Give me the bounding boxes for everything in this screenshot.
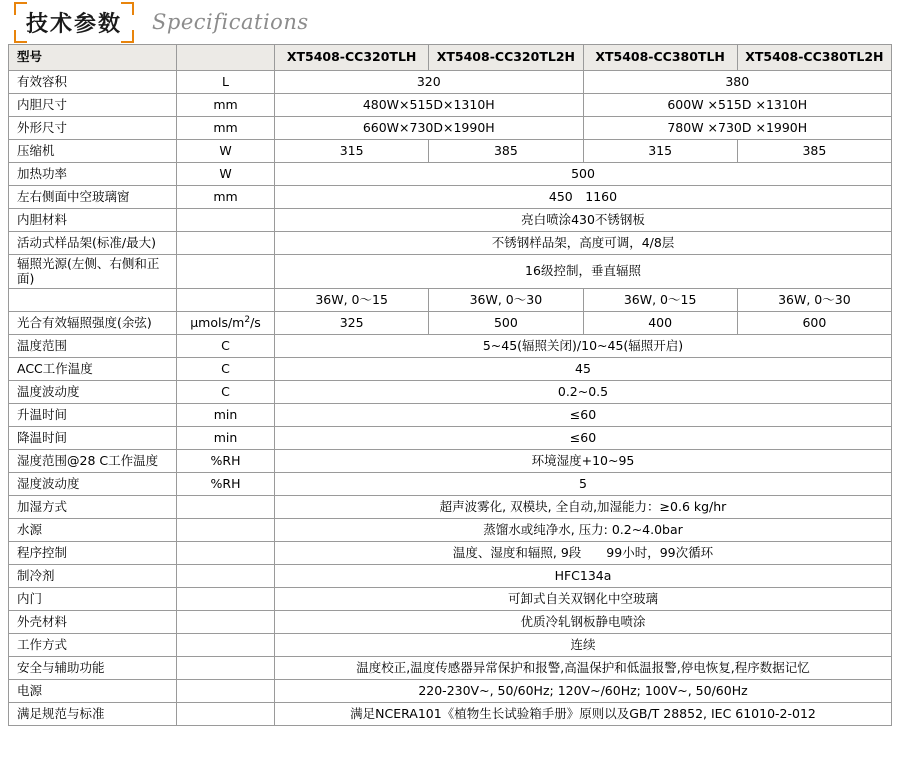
table-row (9, 519, 892, 542)
table-row (9, 312, 892, 335)
row-label: 温度波动度 (9, 381, 177, 404)
table-row (9, 335, 892, 358)
bracket-corner-icon (121, 30, 134, 43)
row-value: 400 (583, 312, 737, 335)
row-label: ACC工作温度 (9, 358, 177, 381)
row-value: 315 (583, 140, 737, 163)
table-row (9, 657, 892, 680)
bracket-corner-icon (121, 2, 134, 15)
row-unit (177, 611, 275, 634)
row-value: 亮白喷涂430不锈钢板 (275, 209, 892, 232)
table-row (9, 381, 892, 404)
table-row (9, 427, 892, 450)
row-unit (177, 588, 275, 611)
row-unit: mm (177, 94, 275, 117)
row-label: 满足规范与标准 (9, 703, 177, 726)
row-value: 36W, 0～30 (429, 289, 583, 312)
row-value: 满足NCERA101《植物生长试验箱手册》原则以及GB/T 28852, IEC 61010-2-012 (275, 703, 892, 726)
row-unit: L (177, 71, 275, 94)
row-label: 水源 (9, 519, 177, 542)
row-label: 压缩机 (9, 140, 177, 163)
row-unit (177, 209, 275, 232)
table-row (9, 71, 892, 94)
row-value: 不锈钢样品架，高度可调，4/8层 (275, 232, 892, 255)
row-label: 左右侧面中空玻璃窗 (9, 186, 177, 209)
column-header-variant: XT5408-CC380TLH (583, 45, 737, 71)
row-label: 程序控制 (9, 542, 177, 565)
row-value: 可卸式自关双钢化中空玻璃 (275, 588, 892, 611)
title-badge (14, 5, 134, 40)
row-unit (177, 634, 275, 657)
row-label: 有效容积 (9, 71, 177, 94)
row-unit (177, 519, 275, 542)
row-unit (177, 565, 275, 588)
page-title-en: Specifications (152, 10, 309, 34)
row-unit (177, 232, 275, 255)
column-header-model: 型号 (9, 45, 177, 71)
row-value: 5~45(辐照关闭)/10~45(辐照开启) (275, 335, 892, 358)
row-value: 320 (275, 71, 584, 94)
bracket-corner-icon (14, 2, 27, 15)
row-unit: C (177, 335, 275, 358)
row-value: 环境湿度+10~95 (275, 450, 892, 473)
row-label: 内胆尺寸 (9, 94, 177, 117)
row-unit: mm (177, 186, 275, 209)
row-value: 36W, 0～15 (275, 289, 429, 312)
row-label: 降温时间 (9, 427, 177, 450)
table-header-row (9, 45, 892, 71)
row-value: 16级控制，垂直辐照 (275, 255, 892, 289)
table-row (9, 588, 892, 611)
row-value: 36W, 0～30 (737, 289, 891, 312)
table-row (9, 186, 892, 209)
row-value: ≤60 (275, 427, 892, 450)
row-unit: mm (177, 117, 275, 140)
row-unit: min (177, 427, 275, 450)
row-value: 连续 (275, 634, 892, 657)
row-label: 湿度范围@28 C工作温度 (9, 450, 177, 473)
row-value: 325 (275, 312, 429, 335)
row-label: 外形尺寸 (9, 117, 177, 140)
row-value: 温度、湿度和辐照, 9段 99小时，99次循环 (275, 542, 892, 565)
table-row (9, 473, 892, 496)
row-value: 500 (429, 312, 583, 335)
column-header-variant: XT5408-CC320TLH (275, 45, 429, 71)
row-unit (177, 680, 275, 703)
table-row (9, 634, 892, 657)
row-label: 工作方式 (9, 634, 177, 657)
page-title-cn: 技术参数 (26, 11, 123, 37)
column-header-variant: XT5408-CC320TL2H (429, 45, 583, 71)
row-unit: %RH (177, 450, 275, 473)
table-row (9, 542, 892, 565)
row-unit (177, 496, 275, 519)
row-label: 安全与辅助功能 (9, 657, 177, 680)
row-label: 温度范围 (9, 335, 177, 358)
table-row (9, 94, 892, 117)
row-value: 660W×730D×1990H (275, 117, 584, 140)
row-label: 电源 (9, 680, 177, 703)
row-unit: min (177, 404, 275, 427)
column-header-variant: XT5408-CC380TL2H (737, 45, 891, 71)
table-row (9, 404, 892, 427)
table-row (9, 611, 892, 634)
row-label: 湿度波动度 (9, 473, 177, 496)
row-unit (177, 289, 275, 312)
table-row (9, 163, 892, 186)
row-unit: W (177, 163, 275, 186)
row-unit (177, 703, 275, 726)
row-label: 外壳材料 (9, 611, 177, 634)
row-value: 450 1160 (275, 186, 892, 209)
row-value: 500 (275, 163, 892, 186)
bracket-corner-icon (14, 30, 27, 43)
row-label: 加湿方式 (9, 496, 177, 519)
row-value: 385 (429, 140, 583, 163)
table-row (9, 232, 892, 255)
row-unit (177, 542, 275, 565)
page-header (0, 0, 900, 44)
row-value: 385 (737, 140, 891, 163)
table-row (9, 117, 892, 140)
table-row (9, 289, 892, 312)
row-label (9, 289, 177, 312)
row-value: 600W ×515D ×1310H (583, 94, 892, 117)
row-value: ≤60 (275, 404, 892, 427)
table-row (9, 680, 892, 703)
row-label: 活动式样品架(标准/最大) (9, 232, 177, 255)
row-value: 45 (275, 358, 892, 381)
row-value: 380 (583, 71, 892, 94)
row-value: 600 (737, 312, 891, 335)
row-label: 光合有效辐照强度(余弦) (9, 312, 177, 335)
row-unit: W (177, 140, 275, 163)
row-unit: C (177, 358, 275, 381)
row-label: 加热功率 (9, 163, 177, 186)
row-value: 315 (275, 140, 429, 163)
row-unit (177, 657, 275, 680)
table-row (9, 140, 892, 163)
row-label: 升温时间 (9, 404, 177, 427)
row-value: 温度校正,温度传感器异常保护和报警,高温保护和低温报警,停电恢复,程序数据记忆 (275, 657, 892, 680)
row-value: 480W×515D×1310H (275, 94, 584, 117)
row-label: 内胆材料 (9, 209, 177, 232)
row-value: 蒸馏水或纯净水, 压力: 0.2~4.0bar (275, 519, 892, 542)
table-row (9, 565, 892, 588)
row-unit: μmols/$m^2/s$ (177, 312, 275, 335)
row-value: 36W, 0～15 (583, 289, 737, 312)
row-value: HFC134a (275, 565, 892, 588)
table-row (9, 703, 892, 726)
row-label: 制冷剂 (9, 565, 177, 588)
specifications-table (8, 44, 892, 726)
table-row (9, 496, 892, 519)
row-value: 0.2~0.5 (275, 381, 892, 404)
row-value: 优质冷轧钢板静电喷涂 (275, 611, 892, 634)
row-unit: %RH (177, 473, 275, 496)
row-label: 内门 (9, 588, 177, 611)
column-header-unit (177, 45, 275, 71)
row-value: 780W ×730D ×1990H (583, 117, 892, 140)
table-row (9, 450, 892, 473)
row-value: 5 (275, 473, 892, 496)
table-row (9, 209, 892, 232)
table-row (9, 255, 892, 289)
row-value: 超声波雾化, 双模块, 全自动,加湿能力：≥0.6 kg/hr (275, 496, 892, 519)
row-unit (177, 255, 275, 289)
row-label: 辐照光源(左侧、右侧和正面) (9, 255, 177, 289)
table-row (9, 358, 892, 381)
row-value: 220-230V~, 50/60Hz; 120V~/60Hz; 100V~, 50/60Hz (275, 680, 892, 703)
row-unit: C (177, 381, 275, 404)
